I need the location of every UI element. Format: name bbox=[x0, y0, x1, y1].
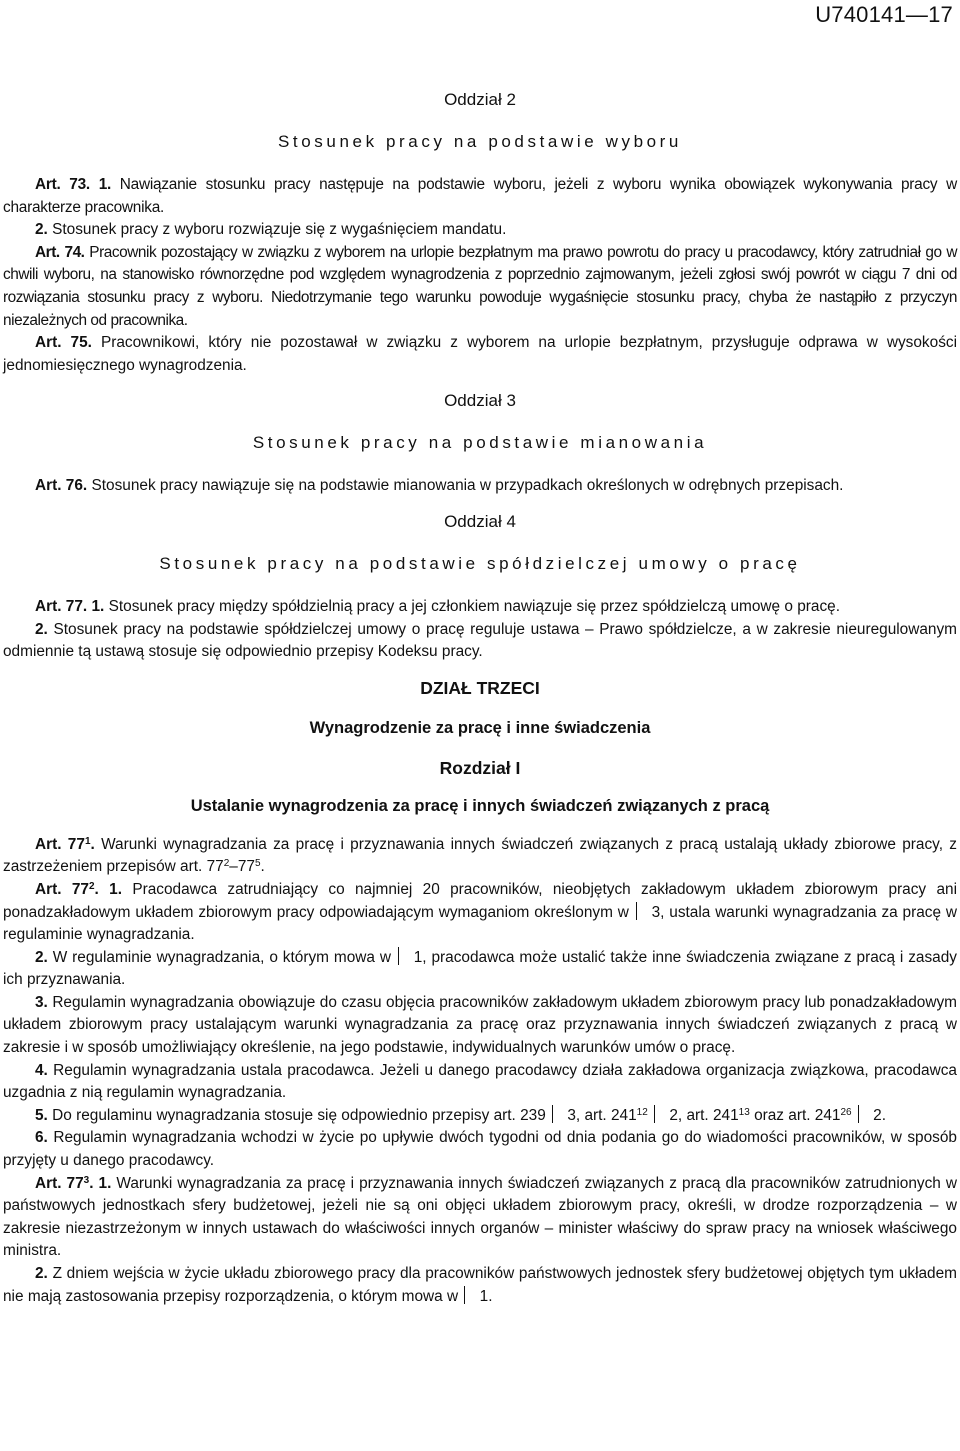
paragraph-number: 4. bbox=[35, 1061, 48, 1079]
part-subtitle: Wynagrodzenie za pracę i inne świadczenia bbox=[309, 718, 651, 737]
article-76 bbox=[3, 475, 957, 498]
section-subtitle: Stosunek pracy na podstawie spółdzielczej umowy o pracę bbox=[159, 553, 801, 573]
article-label: Art. 74. bbox=[35, 243, 85, 261]
article-text: Nawiązanie stosunku pracy następuje na podstawie wyboru, jeżeli z wyboru wynika obowiązek wykonywania pracy w charakterze pracownika. bbox=[3, 176, 957, 216]
paragraph-number: 2. bbox=[35, 620, 48, 638]
article-text: Pracownik pozostający w związku z wyborem na urlopie bezpłatnym ma prawo powrotu do pracy u pracodawcy, który zatrudniał go w chwili wyboru, na stanowisko równorzędne pod względem wynagrodzenia z poprzednio zajmowanym, jeżeli zgłosi swój powrót w ciągu 7 dni od rozwiązania stosunku pracy z wyboru. Niedotrzymanie tego warunku powoduje wygaśnięcie stosunku pracy, chyba że nastąpiło z przyczyn niezależnych od pracownika. bbox=[3, 243, 957, 329]
article-label: Art. $77^1$. bbox=[35, 835, 95, 853]
article-77-2-para-6 bbox=[3, 1127, 957, 1172]
article-text: Regulamin wynagradzania ustala pracodawca. Jeżeli u danego pracodawcy działa zakładowa organizacja związkowa, pracodawca uzgadnia z nią regulamin wynagradzania. bbox=[3, 1061, 957, 1102]
article-label: Art. 75. bbox=[35, 334, 92, 352]
article-75 bbox=[3, 332, 957, 377]
paragraph-number: 1. bbox=[91, 597, 105, 615]
article-74 bbox=[3, 242, 957, 332]
article-text: Regulamin wynagradzania obowiązuje do czasu objęcia pracowników zakładowym układem zbiorowym pracy lub ponadzakładowym układem zbiorowym pracy ustalającym warunki wynagradzania za pracę oraz przyznawania innych świadczeń związanych z pracą w zakresie i w sposób umożliwiający określenie, na jego podstawie, indywidualnych warunków umów o pracę. bbox=[3, 993, 957, 1057]
section-title: Oddział 2 bbox=[444, 90, 516, 109]
article-text: Z dniem wejścia w życie układu zbiorowego pracy dla pracowników państwowych jednostek sfery budżetowej objętych tym układem nie mają zastosowania przepisy rozporządzenia, o którym mowa w bbox=[3, 1265, 957, 1305]
article-77-2-para-4 bbox=[3, 1060, 957, 1105]
paragraph-number: 3. bbox=[35, 993, 48, 1011]
paragraph-number: 2. bbox=[35, 1265, 48, 1282]
section-title: Oddział 3 bbox=[444, 391, 516, 411]
paragraph-number: 1. bbox=[98, 1174, 112, 1192]
paragraph-number: 2. bbox=[35, 221, 48, 239]
article-text: Regulamin wynagradzania wchodzi w życie po upływie dwóch tygodni od dnia podania go do wiadomości pracowników, w sposób przyjęty u danego pracodawcy. bbox=[3, 1129, 957, 1170]
article-text: Do regulaminu wynagradzania stosuje się odpowiednio przepisy art. 239 bbox=[52, 1106, 546, 1124]
superscript: 2 bbox=[223, 858, 230, 870]
article-77-2-para-5: 5. Do regulaminu wynagradzania stosuje się odpowiednio przepisy art. 239 3, art. $241^{12}$ 2, art. $241^{13}$ oraz art. $241^{26}$ 2. bbox=[35, 1106, 887, 1124]
section-sign-icon bbox=[858, 1105, 867, 1123]
chapter-subtitle: Ustalanie wynagrodzenia za pracę i innych świadczeń związanych z pracą bbox=[190, 796, 770, 815]
section-sign-icon bbox=[464, 1286, 473, 1304]
paragraph-number: 6. bbox=[35, 1129, 48, 1147]
page-header: U740141—17 bbox=[815, 2, 953, 27]
article-73-para-2 bbox=[3, 219, 957, 242]
article-77-2-para-3 bbox=[3, 992, 957, 1060]
article-77-2-para-1: Art. $77^2$. 1. Pracodawca zatrudniający co najmniej 20 pracowników, nieobjętych zakładowym układem zbiorowym pracy ani ponadzakładowym układem zbiorowym pracy odpowiadającym wymaganiom określonym w 3, ustala warunki wynagradzania za pracę w regulaminie wynagradzania. bbox=[3, 880, 958, 944]
superscript: 13 bbox=[738, 1106, 750, 1118]
article-label: Art. 76. bbox=[35, 477, 88, 495]
article-77-para-2 bbox=[3, 619, 957, 664]
article-text: Stosunek pracy nawiązuje się na podstawie mianowania w przypadkach określonych w odrębnych przepisach. bbox=[91, 477, 844, 495]
article-label: Art. $77^2$. bbox=[35, 880, 99, 898]
part-title: DZIAŁ TRZECI bbox=[420, 677, 540, 698]
section-subtitle: Stosunek pracy na podstawie mianowania bbox=[252, 433, 708, 453]
article-77-3-para-2: 2. Z dniem wejścia w życie układu zbiorowego pracy dla pracowników państwowych jednostek sfery budżetowej objętych tym układem nie mają zastosowania przepisy rozporządzenia, o którym mowa w 1. bbox=[3, 1265, 957, 1305]
section-subtitle: Stosunek pracy na podstawie wyboru bbox=[277, 132, 682, 151]
article-text: W regulaminie wynagradzania, o którym mowa w bbox=[52, 948, 391, 966]
article-label: Art. $77^3$. bbox=[35, 1174, 94, 1192]
article-text: Stosunek pracy z wyboru rozwiązuje się z wygaśnięciem mandatu. bbox=[52, 221, 507, 239]
section-sign-icon bbox=[398, 947, 407, 965]
paragraph-number: 1. bbox=[98, 176, 112, 193]
section-sign-icon bbox=[636, 902, 645, 920]
article-text: Stosunek pracy na podstawie spółdzielczej umowy o pracę reguluje ustawa – Prawo spółdzielcze, a w zakresie nieuregulowanym odmiennie tą ustawą stosuje się odpowiednio przepisy Kodeksu pracy. bbox=[3, 620, 957, 661]
article-text: Warunki wynagradzania za pracę i przyznawania innych świadczeń związanych z pracą dla pracowników zatrudnionych w państwowych jednostkach sfery budżetowej, jeżeli nie są oni objęci układem zbiorowym pracy, określi, w drodze rozporządzenia – w zakresie niezastrzeżonym w innych ustawach do właściwości innych organów – minister właściwy do spraw pracy na wniosek właściwego ministra. bbox=[3, 1174, 957, 1260]
article-77-para-1 bbox=[3, 596, 957, 619]
superscript: 5 bbox=[254, 858, 261, 870]
article-label: Art. 73. bbox=[35, 176, 90, 193]
document-body bbox=[3, 88, 957, 1308]
section-sign-icon bbox=[552, 1105, 561, 1123]
section-title: Oddział 4 bbox=[444, 511, 516, 531]
article-77-3-para-1 bbox=[3, 1173, 957, 1263]
article-text: Pracodawca zatrudniający co najmniej 20 pracowników, nieobjętych zakładowym układem zbiorowym pracy ani ponadzakładowym układem zbiorowym pracy odpowiadającym wymaganiom określonym w bbox=[3, 880, 957, 921]
article-label: Art. 77. bbox=[35, 597, 88, 615]
article-77-1: Art. $77^1$. Warunki wynagradzania za pracę i przyznawania innych świadczeń związanych z pracą ustalają układy zbiorowe pracy, z zastrzeżeniem przepisów art. $77^2-77^5$. bbox=[3, 835, 957, 876]
article-73-para-1 bbox=[3, 174, 957, 219]
article-text: Stosunek pracy między spółdzielnią pracy a jej członkiem nawiązuje się przez spółdzielczą umowę o pracę. bbox=[108, 597, 840, 615]
chapter-title: Rozdział I bbox=[439, 757, 521, 778]
paragraph-number: 2. bbox=[35, 948, 48, 966]
paragraph-number: 5. bbox=[35, 1106, 48, 1124]
superscript: 26 bbox=[840, 1106, 852, 1118]
superscript: 12 bbox=[636, 1106, 648, 1118]
article-77-2-para-2: 2. W regulaminie wynagradzania, o którym mowa w 1, pracodawca może ustalić także inne świadczenia związane z pracą i zasady ich przyznawania. bbox=[3, 948, 957, 989]
section-sign-icon bbox=[654, 1105, 663, 1123]
article-text: Warunki wynagradzania za pracę i przyznawania innych świadczeń związanych z pracą ustalają układy zbiorowe pracy, z zastrzeżeniem przepisów art. 77 bbox=[3, 835, 957, 876]
article-text: Pracownikowi, który nie pozostawał w związku z wyborem na urlopie bezpłatnym, przysługuje odprawa w wysokości jednomiesięcznego wynagrodzenia. bbox=[3, 334, 957, 374]
paragraph-number: 1. bbox=[109, 880, 122, 898]
